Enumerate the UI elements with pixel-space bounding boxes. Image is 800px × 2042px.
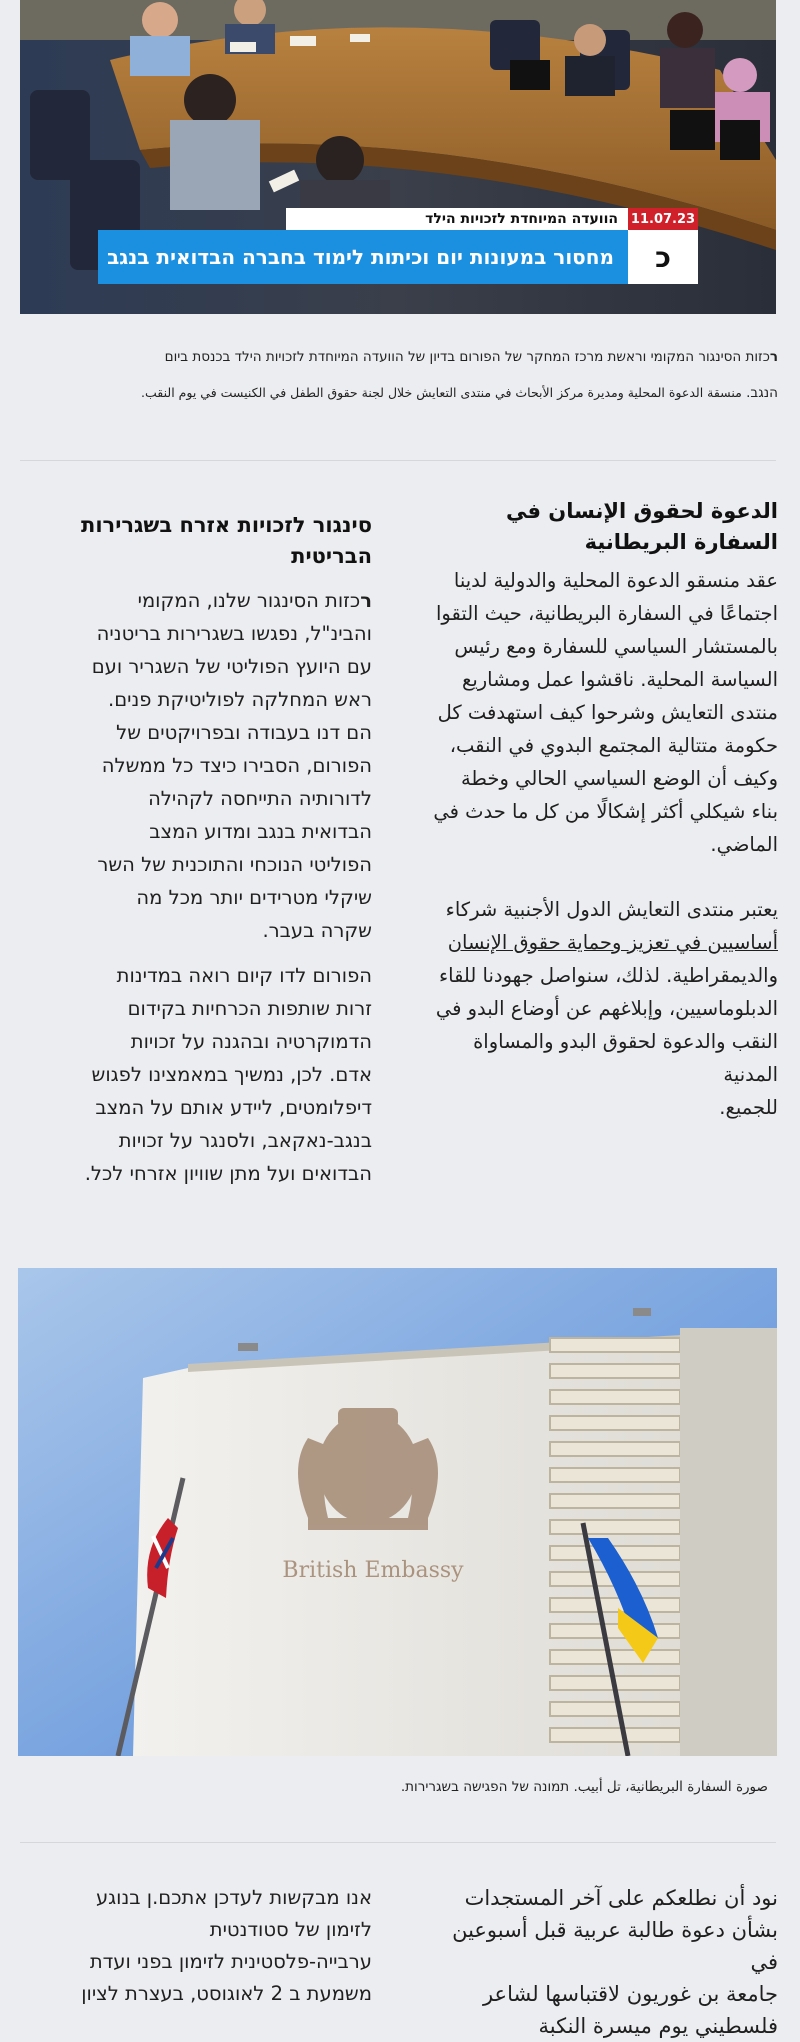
caption-hebrew-text: כזות הסינגור המקומי וראשת מרכז המחקר של הפורום בדיון של הוועדה המיוחדת לזכויות הילד בכנסת ביום [164, 349, 770, 365]
embassy-sign: British Embassy [282, 1558, 464, 1583]
caption-arabic-text: منسقة الدعوة المحلية ومديرة مركز الأبحاث في منتدى التعايش خلال لجنة حقوق الطفل في الكنيست في يوم النقب. [141, 385, 742, 400]
bottom-arabic-column [420, 1882, 778, 2042]
hebrew-article-title: סינגור לזכויות אזרח בשגרירות הבריטית [81, 513, 372, 568]
arabic-paragraph-2: يعتبر منتدى التعايش الدول الأجنبية شركاء أساسيين في تعزيز وحماية حقوق الإنسان والديمقراطية. لذلك، سنواصل جهودنا للقاء الدبلوماسيين، وإبلاغهم عن أوضاع البدو في النقب والدعوة لحقوق البدو والمساواة المدنية للجميع. [435, 898, 778, 1119]
section-divider [20, 460, 776, 461]
broadcast-date: 11.07.23 [628, 208, 698, 230]
photo-caption-embassy [20, 1770, 768, 1804]
bottom-hebrew-paragraph: אנו מבקשות לעדכן אתכם.ן בנוגע לזימון של סטודנטית ערבייה-פלסטינית לזימון בפני ועדת משמעת ב 2 לאוגוסט, בעצרת לציון [81, 1886, 372, 2005]
committee-name: הוועדה המיוחדת לזכויות הילד [286, 208, 628, 230]
channel-logo: כ [628, 230, 698, 284]
hebrew-article-column [20, 510, 372, 1190]
hebrew-paragraph-2: הפורום לדו קיום רואה במדינות זרות שותפות הכרחיות בקידום הדמוקרטיה ובהגנה על זכויות אדם. לכן, נמשיך במאמצינו לפגוש דיפלומטים, ליידע אותם על המצב בנגב-נאקאב, ולסנגר על זכויות הבדואים ועל מתן שוויון אזרחי לכל. [84, 964, 372, 1185]
tv-news-banner [98, 208, 698, 284]
embassy-caption-arabic: صورة السفارة البريطانية، تل أبيب. [573, 1779, 768, 1795]
arabic-paragraph-1: عقد منسقو الدعوة المحلية والدولية لدينا اجتماعًا في السفارة البريطانية، حيث التقوا بالمستشار السياسي للسفارة ومع رئيس السياسة المحلية. ناقشوا عمل ومشاريع منتدى التعايش وشرحوا كيف استهدفت كل حكومة متتالية المجتمع البدوي في النقب، وكيف أن الوضع السياسي الحالي وخطة بناء شيكلي أكثر إشكالًا من كل ما حدث في الماضي. [433, 569, 778, 856]
photo-caption-top [18, 340, 778, 411]
caption-lead-letter: ר [769, 349, 778, 365]
hebrew-paragraph-1: רכזות הסינגור שלנו, המקומי והבינ"ל, נפגשו בשגרירות בריטניה עם היועץ הפוליטי של השגריר ועם ראש המחלקה לפוליטיקת פנים. הם דנו בעבודה ובפרויקטים של הפורום, הסבירו כיצד כל ממשלה לדורותיה התייחסה לקהילה הבדואית בנגב ומדוע המצב הפוליטי הנוכחי והתוכנית של השר שיקלי מטרידים יותר מכל מה שקרה בעבר. [91, 589, 372, 942]
bottom-arabic-paragraph: نود أن نطلعكم على آخر المستجدات بشأن دعوة طالبة عربية قبل أسبوعين في جامعة بن غوريون لاقتباسها لشاعر فلسطيني يوم ميسرة النكبة [452, 1886, 778, 2038]
arabic-article-title: الدعوة لحقوق الإنسان في السفارة البريطانية [505, 499, 778, 554]
caption-hebrew-end: הנגב. [746, 385, 778, 401]
embassy-building-illustration [18, 1268, 777, 1756]
bottom-hebrew-column [20, 1882, 372, 2010]
committee-meeting-photo [20, 0, 776, 314]
section-divider-2 [20, 1842, 776, 1843]
arabic-article-column [420, 496, 778, 1124]
embassy-caption-hebrew: תמונה של הפגישה בשגרירות. [400, 1779, 570, 1795]
british-embassy-photo [18, 1268, 777, 1756]
tv-headline: מחסור במעונות יום וכיתות לימוד בחברה הבדואית בנגב [98, 230, 628, 284]
arabic-underlined-phrase: أساسيين في تعزيز وحماية حقوق الإنسان [447, 931, 778, 954]
